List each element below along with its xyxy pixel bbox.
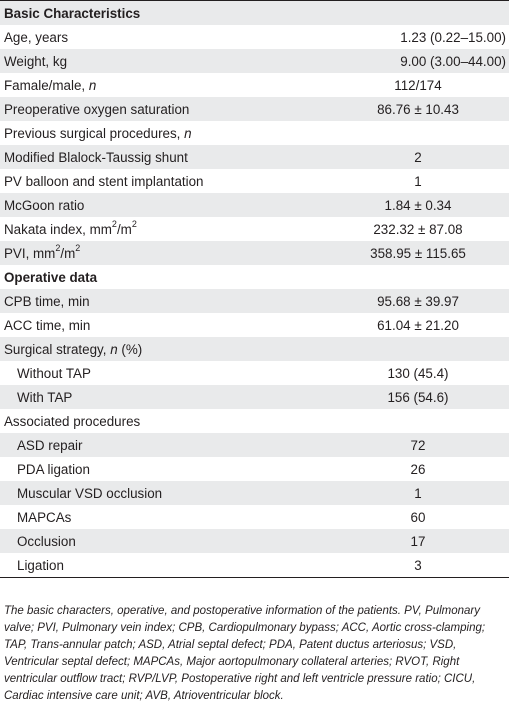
table-row bbox=[0, 25, 509, 49]
row-label: Associated procedures bbox=[4, 413, 141, 429]
table-body bbox=[0, 1, 509, 577]
table-row bbox=[0, 241, 509, 265]
table-footnote: The basic characters, operative, and postoperative information of the patients. PV, Pulmonary valve; PVI, Pulmonary vein index; CPB, Cardiopulmonary bypass; ACC, Aortic cross-clamping; TAP, Trans-annular patch; ASD, Atrial septal defect; PDA, Patent ductus arteriosus; VSD, Ventricular septal defect; MAPCAs, Major aortopulmonary collateral arteries; RVOT, Right ventricular outflow tract; RVP/LVP, Postoperative right and left ventricle pressure ratio; CICU, Cardiac intensive care unit; AVB, Atrioventricular block. bbox=[4, 605, 486, 702]
table-row bbox=[0, 529, 509, 553]
row-value: 358.95 ± 115.65 bbox=[370, 245, 466, 261]
row-label: CPB time, min bbox=[4, 293, 90, 309]
row-value: 1 bbox=[414, 173, 422, 189]
table-row bbox=[0, 409, 509, 433]
row-value: 17 bbox=[410, 533, 426, 549]
table-row bbox=[0, 433, 509, 457]
row-label: MAPCAs bbox=[17, 509, 72, 525]
row-label: With TAP bbox=[17, 389, 73, 405]
row-value: 130 (45.4) bbox=[387, 365, 449, 381]
table-bottom-rule bbox=[0, 577, 509, 578]
row-value: 26 bbox=[410, 461, 426, 477]
row-value: 72 bbox=[410, 437, 426, 453]
row-label: PDA ligation bbox=[17, 461, 90, 477]
row-label: Age, years bbox=[4, 29, 69, 45]
row-value: 112/174 bbox=[394, 77, 442, 93]
table-row bbox=[0, 361, 509, 385]
row-value: 156 (54.6) bbox=[387, 389, 449, 405]
row-label: ACC time, min bbox=[4, 317, 91, 333]
row-label: Surgical strategy, n (%) bbox=[4, 341, 143, 357]
row-value: 1.84 ± 0.34 bbox=[384, 197, 452, 213]
table-row bbox=[0, 169, 509, 193]
row-value: 60 bbox=[410, 509, 426, 525]
row-value: 61.04 ± 21.20 bbox=[377, 317, 459, 333]
table-row bbox=[0, 553, 509, 577]
table-row bbox=[0, 217, 509, 241]
row-value: 95.68 ± 39.97 bbox=[377, 293, 459, 309]
table-row bbox=[0, 457, 509, 481]
section-header-row bbox=[0, 1, 509, 25]
row-label: Modified Blalock-Taussig shunt bbox=[4, 149, 188, 165]
table-row bbox=[0, 49, 509, 73]
row-label: Weight, kg bbox=[4, 53, 68, 69]
row-value: 9.00 (3.00–44.00) bbox=[400, 53, 506, 69]
section-header-row bbox=[0, 265, 509, 289]
row-label: Muscular VSD occlusion bbox=[17, 485, 163, 501]
table-row bbox=[0, 505, 509, 529]
table-row bbox=[0, 145, 509, 169]
row-label: Operative data bbox=[4, 269, 98, 285]
table-row bbox=[0, 481, 509, 505]
table-row bbox=[0, 193, 509, 217]
row-value: 232.32 ± 87.08 bbox=[373, 221, 463, 237]
row-label: McGoon ratio bbox=[4, 197, 85, 213]
table-row bbox=[0, 121, 509, 145]
row-label: PV balloon and stent implantation bbox=[4, 173, 204, 189]
row-value: 1 bbox=[414, 485, 422, 501]
row-label: ASD repair bbox=[17, 437, 83, 453]
row-label: Nakata index, $mm^2/m^2$ bbox=[4, 219, 137, 237]
table-row bbox=[0, 313, 509, 337]
row-label: Basic Characteristics bbox=[4, 5, 141, 21]
row-value: 3 bbox=[414, 557, 422, 573]
row-label: Previous surgical procedures, n bbox=[4, 125, 192, 141]
row-label: PVI, $mm^2/m^2$ bbox=[4, 243, 81, 261]
row-label: Occlusion bbox=[17, 533, 76, 549]
row-label: Preoperative oxygen saturation bbox=[4, 101, 190, 117]
row-label: Famale/male, n bbox=[4, 77, 97, 93]
row-label: Ligation bbox=[17, 557, 64, 573]
row-value: 1.23 (0.22–15.00) bbox=[400, 29, 506, 45]
row-label: Without TAP bbox=[17, 365, 91, 381]
table-row bbox=[0, 385, 509, 409]
table-row bbox=[0, 73, 509, 97]
row-value: 86.76 ± 10.43 bbox=[377, 101, 459, 117]
table-row bbox=[0, 289, 509, 313]
row-value: 2 bbox=[414, 149, 422, 165]
table-row bbox=[0, 97, 509, 121]
table-row bbox=[0, 337, 509, 361]
